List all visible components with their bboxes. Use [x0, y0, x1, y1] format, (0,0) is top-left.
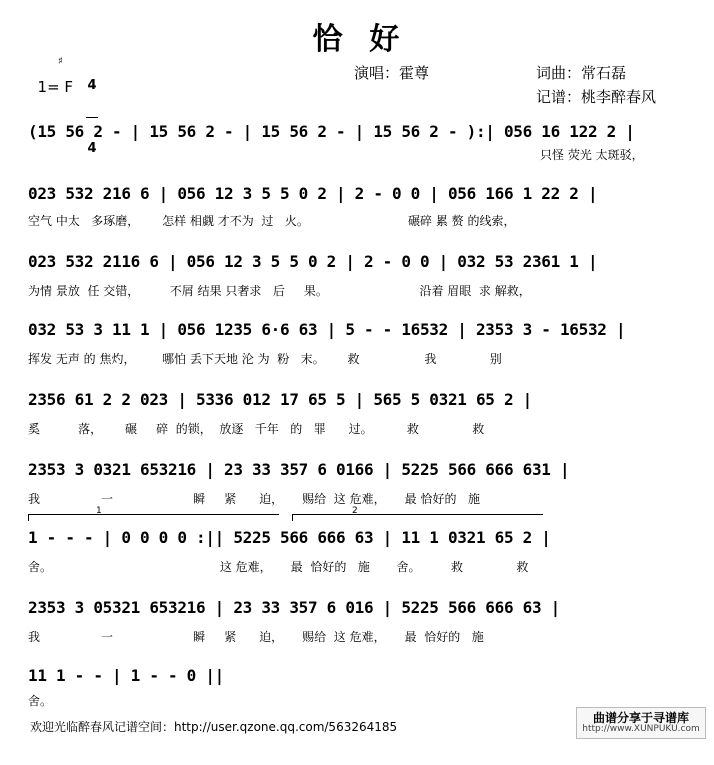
score-row-1-lyrics: 只怪 荧光 太斑驳， — [540, 148, 644, 162]
time-signature — [86, 56, 98, 167]
badge-url: http://www.XUNPUKU.com — [582, 724, 700, 734]
time-top: 4 — [87, 78, 97, 93]
score-row-2-notes: 023 532 216 6 | 056 12 3 5 5 0 2 | 2 - 0 0 | 056 166 1 22 2 | — [28, 184, 598, 203]
volta-1-number: 1 — [96, 506, 102, 516]
score-row-9-notes: 11 1 - - | 1 - - 0 || — [28, 666, 224, 685]
score-row-3-lyrics: 为情 景放 任 交错， 不屑 结果 只奢求 后 果。 沿着 眉眼 求 解救， — [28, 284, 531, 298]
score-row-8-lyrics: 我 一 瞬 紧 迫， 赐给 这 危难， 最 恰好的 施 — [28, 630, 484, 644]
score-row-6-lyrics: 我 一 瞬 紧 迫， 赐给 这 危难， 最 恰好的 施 — [28, 492, 480, 506]
score-row-2-lyrics: 空气 中太 多琢磨， 怎样 相觑 才不为 过 火。 碾碎 累 赘 的线索， — [28, 214, 516, 228]
singer-credit: 演唱：霍尊 — [354, 64, 430, 82]
key-signature — [28, 60, 73, 96]
score-row-7-notes: 1 - - - | 0 0 0 0 :|| 5225 566 666 63 | 11 1 0321 65 2 | — [28, 528, 551, 547]
score-row-1-notes: (15 56 2 - | 15 56 2 - | 15 56 2 - | 15 56 2 - ):| 056 16 122 2 | — [28, 122, 635, 141]
score-row-4-notes: 032 53 3 11 1 | 056 1235 6·6 63 | 5 - - 16532 | 2353 3 - 16532 | — [28, 320, 626, 339]
time-divider — [86, 117, 98, 118]
score-row-5-notes: 2356 61 2 2 023 | 5336 012 17 65 5 | 565 5 0321 65 2 | — [28, 390, 532, 409]
score-row-3-notes: 023 532 2116 6 | 056 12 3 5 5 0 2 | 2 - 0 0 | 032 53 2361 1 | — [28, 252, 598, 271]
score-row-5-lyrics: 奚 落， 碾 碎 的锁， 放逐 千年 的 罪 过。 救 救 — [28, 422, 485, 436]
footer-text: 欢迎光临醉春风记谱空间：http://user.qzone.qq.com/563264185 — [30, 720, 398, 734]
volta-1-bracket — [28, 514, 279, 521]
volta-2-number: 2 — [352, 506, 358, 516]
score-row-8-notes: 2353 3 05321 653216 | 23 33 357 6 016 | 5225 566 666 63 | — [28, 598, 560, 617]
composer-credit: 词曲：常石磊 — [536, 64, 627, 82]
score-row-7-lyrics: 舍。 这 危难， 最 恰好的 施 舍。 救 救 — [28, 560, 529, 574]
transcriber-credit: 记谱：桃李醉春风 — [536, 88, 657, 106]
score-row-4-lyrics: 挥发 无声 的 焦灼， 哪怕 丢下天地 沦 为 粉 末。 救 我 别 — [28, 352, 502, 366]
volta-2-bracket — [292, 514, 543, 521]
song-title: 恰 好 — [312, 22, 402, 57]
badge-title: 曲谱分享于寻谱库 — [592, 711, 689, 725]
score-row-9-lyrics: 舍。 — [28, 694, 53, 708]
watermark-badge — [576, 707, 706, 739]
time-bottom: 4 — [87, 141, 97, 156]
score-row-6-notes: 2353 3 0321 653216 | 23 33 357 6 0166 | 5225 566 666 631 | — [28, 460, 570, 479]
sharp-sign: ♯ — [58, 56, 63, 67]
key-text: 1= F — [37, 78, 74, 96]
